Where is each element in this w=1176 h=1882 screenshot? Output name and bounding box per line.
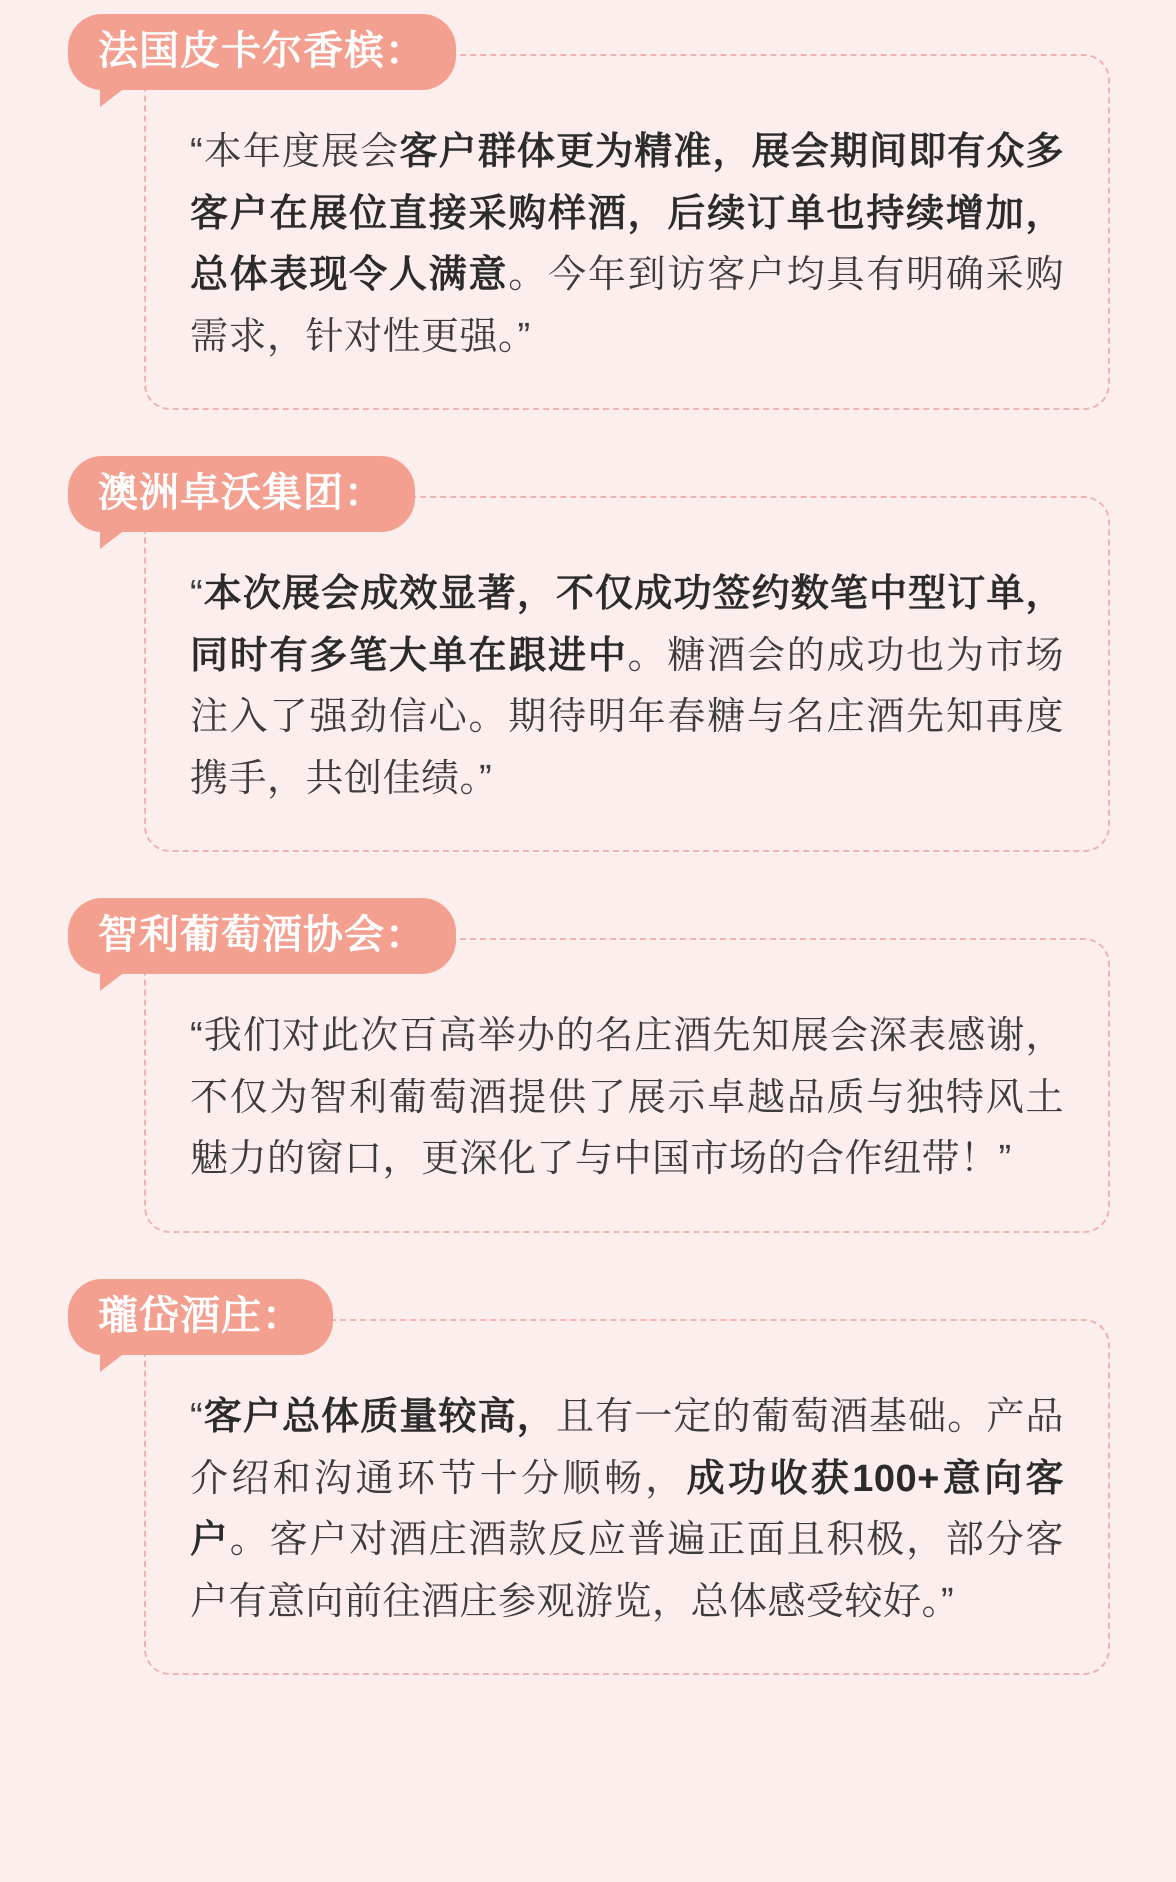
testimonial-speaker-label: 瓏岱酒庄： bbox=[68, 1279, 333, 1355]
testimonial-quote-card bbox=[144, 54, 1110, 410]
testimonial-speaker-label: 澳洲卓沃集团： bbox=[68, 456, 415, 532]
quote-segment: 。糖酒会的成功也为市场注入了强劲信心。期待明年春糖与名庄酒先知再度携手，共创佳绩。 bbox=[190, 634, 1064, 800]
quote-close-mark: ” bbox=[941, 1580, 955, 1623]
testimonial-quote-card bbox=[144, 496, 1110, 852]
testimonial-quote-text bbox=[190, 122, 1064, 368]
quote-open-mark: “ bbox=[190, 1015, 204, 1058]
testimonial-quote-text bbox=[190, 1387, 1064, 1633]
quote-close-mark: ” bbox=[479, 757, 493, 800]
quote-segment: 且有一定的葡萄酒基础。产品介绍和沟通环节十分顺畅， bbox=[190, 1396, 1064, 1500]
quote-open-mark: “ bbox=[190, 573, 204, 616]
quote-segment: 本年度展会 bbox=[203, 131, 400, 173]
quote-emphasis: 本次展会成效显著，不仅成功签约数笔中型订单，同时有多笔大单在跟进中 bbox=[190, 573, 1064, 677]
testimonial-item bbox=[58, 14, 1118, 410]
testimonial-speaker-label: 智利葡萄酒协会： bbox=[68, 898, 456, 974]
testimonial-item bbox=[58, 898, 1118, 1233]
quote-segment: 。客户对酒庄酒款反应普遍正面且积极，部分客户有意向前往酒庄参观游览，总体感受较好。 bbox=[190, 1519, 1064, 1623]
testimonial-item bbox=[58, 456, 1118, 852]
quote-open-mark: “ bbox=[190, 1396, 204, 1439]
quote-close-mark: ” bbox=[517, 315, 531, 358]
testimonial-speaker-label: 法国皮卡尔香槟： bbox=[68, 14, 456, 90]
testimonial-quote-card bbox=[144, 938, 1110, 1233]
testimonial-item bbox=[58, 1279, 1118, 1675]
testimonial-list bbox=[58, 14, 1118, 1675]
quote-segment: 。今年到访客户均具有明确采购需求，针对性更强。 bbox=[190, 254, 1064, 358]
testimonial-quote-text bbox=[190, 564, 1064, 810]
quote-emphasis: 成功收获100+意向客户 bbox=[190, 1457, 1064, 1562]
quote-open-mark: “ bbox=[190, 131, 204, 173]
quote-emphasis: 客户总体质量较高， bbox=[203, 1396, 556, 1439]
quote-close-mark: ” bbox=[998, 1138, 1012, 1181]
quote-emphasis: 客户群体更为精准，展会期间即有众多客户在展位直接采购样酒，后续订单也持续增加，总体表现令人满意 bbox=[190, 131, 1064, 297]
testimonial-quote-text bbox=[190, 1006, 1064, 1191]
testimonial-quote-card bbox=[144, 1319, 1110, 1675]
quote-segment: 我们对此次百高举办的名庄酒先知展会深表感谢，不仅为智利葡萄酒提供了展示卓越品质与独特风土魅力的窗口，更深化了与中国市场的合作纽带！ bbox=[190, 1015, 1064, 1181]
